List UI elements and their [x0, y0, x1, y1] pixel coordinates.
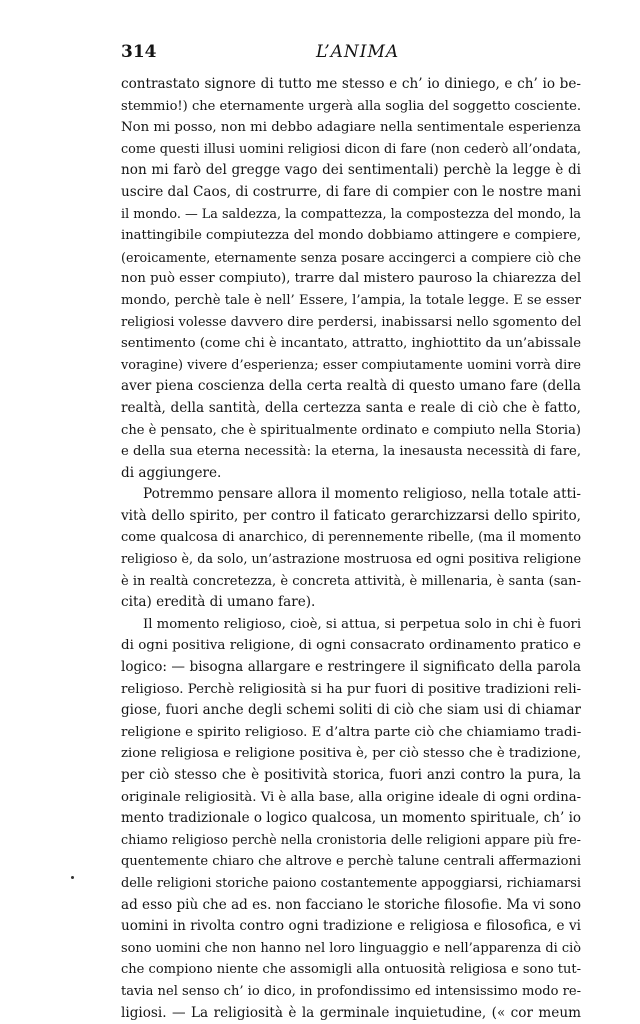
text-line: non può esser compiuto), trarre dal mistero pauroso la chiarezza del: [121, 271, 582, 287]
text-line: religioso è, da solo, un’astrazione mostruosa ed ogni positiva religione: [121, 552, 582, 568]
text-line: originale religiosità. Vi è alla base, alla origine ideale di ogni ordina-: [121, 789, 582, 805]
text-line: sono uomini che non hanno nel loro linguaggio e nell’apparenza di ciò: [121, 940, 581, 956]
text-line: vità dello spirito, per contro il faticato gerarchizzarsi dello spirito,: [121, 507, 581, 524]
text-line: ligiosi. — La religiosità è la germinale inquietudine, (« cor meum: [121, 1004, 581, 1021]
text-line: come questi illusi uomini religiosi dicon di fare (non cederò all’ondata,: [121, 141, 582, 157]
text-line: come qualcosa di anarchico, di perennemente ribelle, (ma il momento: [121, 530, 581, 546]
body-text: [121, 74, 581, 1024]
paper-speck: [71, 876, 74, 879]
running-title: L’ANIMA: [316, 42, 400, 62]
text-line: religioso. Perchè religiosità si ha pur fuori di positive tradizioni reli-: [121, 681, 582, 697]
text-line: inattingibile compiutezza del mondo dobbiamo attingere e compiere,: [121, 228, 581, 244]
text-line: mento tradizionale o logico qualcosa, un momento spirituale, ch’ io: [121, 810, 581, 827]
text-line: e della sua eterna necessità: la eterna, la inesausta necessità di fare,: [121, 444, 581, 460]
text-line: che compiono niente che assomigli alla ontuosità religiosa e sono tut-: [121, 962, 581, 978]
text-line: delle religioni storiche paiono costantemente appoggiarsi, richiamarsi: [121, 875, 582, 891]
text-line: che è pensato, che è spiritualmente ordinato e compiuto nella Storia): [121, 422, 581, 438]
text-line: zione religiosa e religione positiva è, per ciò stesso che è tradizione,: [121, 746, 582, 762]
text-line: mondo, perchè tale è nell’ Essere, l’ampia, la totale legge. E se esser: [121, 292, 581, 308]
text-line: non mi farò del gregge vago dei sentimentali) perchè la legge è di: [121, 162, 581, 179]
text-line: ad esso più che ad es. non facciano le storiche filosofie. Ma vi sono: [121, 896, 581, 913]
text-line: di ogni positiva religione, di ogni consacrato ordinamento pratico e: [121, 638, 581, 654]
text-line: voragine) vivere d’esperienza; esser compiutamente uomini vorrà dire: [121, 357, 581, 373]
text-line: contrastato signore di tutto me stesso e ch’ io diniego, e ch’ io be-: [121, 76, 581, 92]
text-line: giose, fuori anche degli schemi soliti di ciò che siam usi di chiamar: [121, 702, 581, 719]
text-line: cita) eredità di umano fare).: [121, 594, 316, 611]
text-line: religiosi volesse davvero dire perdersi, inabissarsi nello sgomento del: [121, 314, 582, 330]
text-line: (eroicamente, eternamente senza posare accingerci a compiere ciò che: [121, 249, 581, 265]
text-line: Non mi posso, non mi debbo adagiare nella sentimentale esperienza: [121, 120, 581, 136]
text-line: aver piena coscienza della certa realtà di questo umano fare (della: [121, 378, 581, 395]
page-header: [121, 42, 581, 66]
text-line: stemmio!) che eternamente urgerà alla soglia del soggetto cosciente.: [121, 98, 581, 114]
text-line: Il momento religioso, cioè, si attua, si perpetua solo in chi è fuori: [143, 616, 582, 632]
page-number: 314: [121, 42, 157, 62]
text-line: realtà, della santità, della certezza santa e reale di ciò che è fatto,: [121, 399, 581, 416]
text-line: di aggiungere.: [121, 464, 222, 481]
text-line: è in realtà concretezza, è concreta attività, è millenaria, è santa (san-: [121, 573, 581, 589]
text-line: il mondo. — La saldezza, la compattezza, la compostezza del mondo, la: [121, 206, 582, 222]
text-line: uomini in rivolta contro ogni tradizione e religiosa e filosofica, e vi: [121, 918, 581, 935]
text-line: uscire dal Caos, di costrurre, di fare di compier con le nostre mani: [121, 183, 582, 200]
text-line: sentimento (come chi è incantato, attratto, inghiottito da un’abissale: [121, 336, 581, 352]
text-line: chiamo religioso perchè nella cronistoria delle religioni appare più fre-: [121, 832, 581, 848]
text-line: quentemente chiaro che altrove e perchè talune centrali affermazioni: [121, 854, 581, 870]
text-line: tavia nel senso ch’ io dico, in profondissimo ed intensissimo modo re-: [121, 983, 581, 999]
text-line: logico: — bisogna allargare e restringere il significato della parola: [121, 659, 581, 676]
text-line: religione e spirito religioso. E d’altra parte ciò che chiamiamo tradi-: [121, 724, 582, 740]
text-line: Potremmo pensare allora il momento religioso, nella totale atti-: [143, 486, 581, 503]
text-line: per ciò stesso che è positività storica, fuori anzi contro la pura, la: [121, 767, 581, 783]
